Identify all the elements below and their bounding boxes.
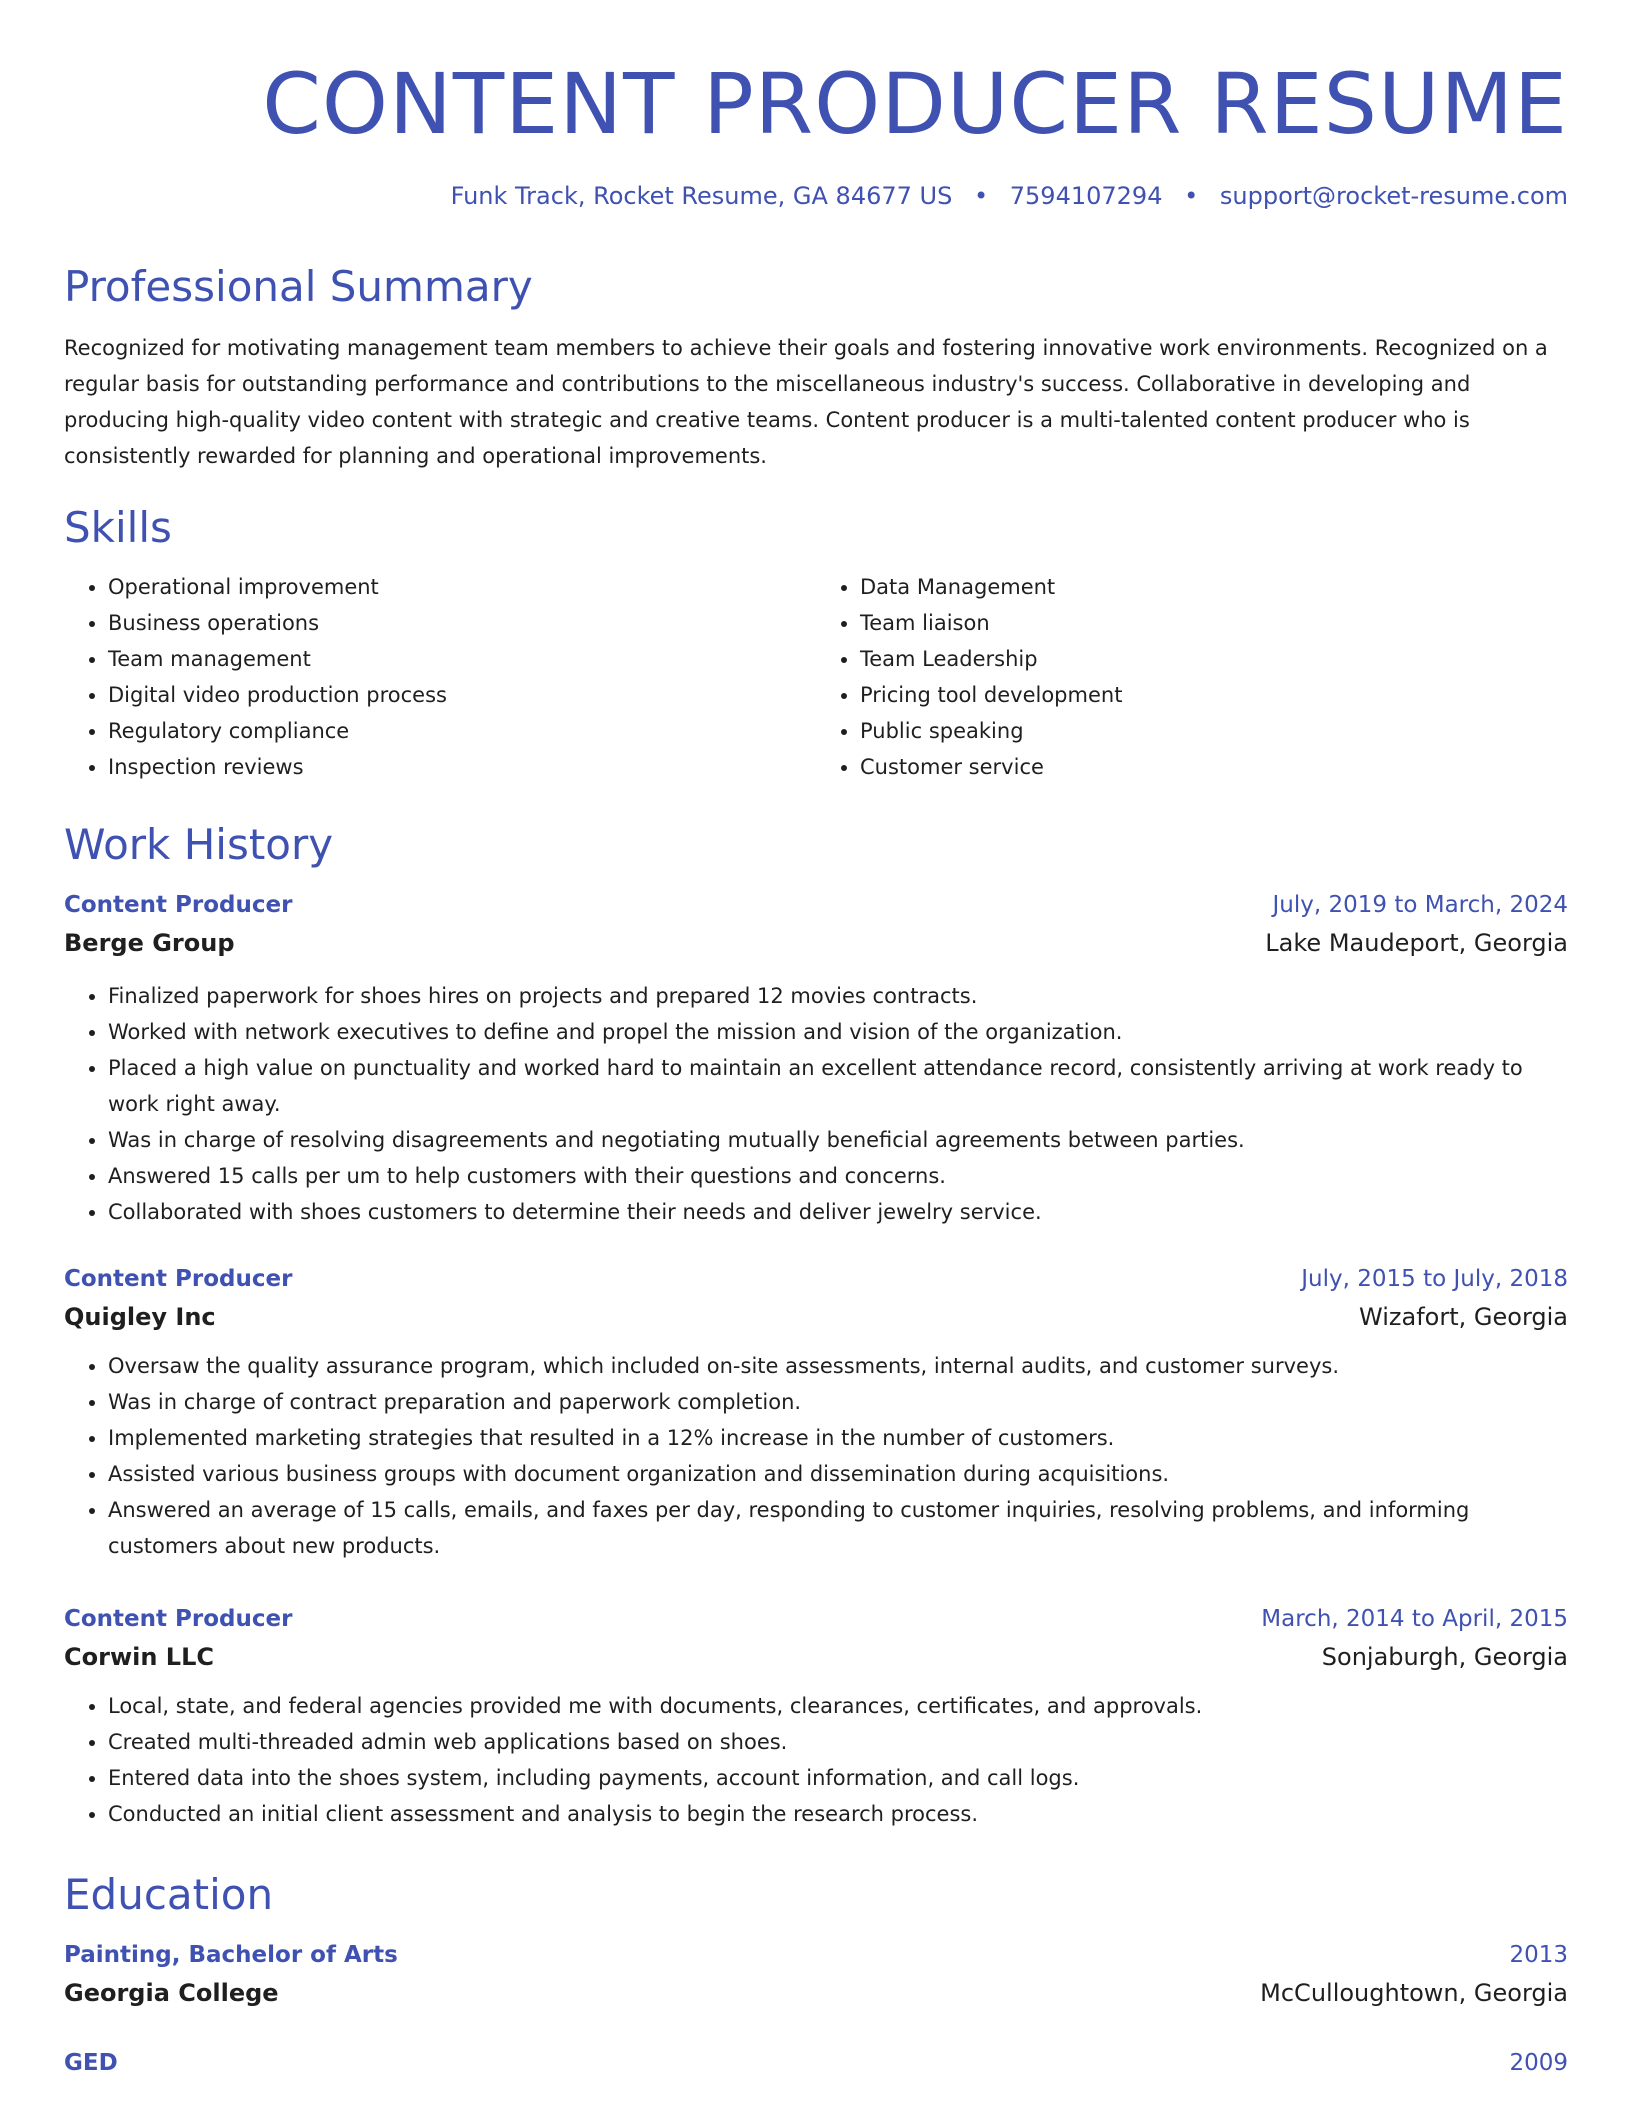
job-bullet: • Worked with network executives to define and propel the mission and vision of the organization. bbox=[108, 1014, 1568, 1050]
summary-heading: Professional Summary bbox=[64, 262, 533, 311]
skill-item: • Regulatory compliance bbox=[108, 713, 816, 749]
job-dates: July, 2019 to March, 2024 bbox=[1272, 892, 1568, 918]
education-heading-block bbox=[64, 1870, 1568, 1920]
contact-phone: 7594107294 bbox=[1009, 182, 1163, 210]
education-degree: GED bbox=[64, 2050, 118, 2076]
education-year: 2009 bbox=[1509, 2050, 1568, 2076]
work-heading-block bbox=[64, 820, 1568, 870]
job-entry bbox=[64, 1260, 1568, 1564]
job-bullet: • Oversaw the quality assurance program, which included on-site assessments, internal audits, and customer surveys. bbox=[108, 1348, 1568, 1384]
job-bullet: • Was in charge of resolving disagreements and negotiating mutually beneficial agreements between parties. bbox=[108, 1122, 1568, 1158]
education-location: McCulloughtown, Georgia bbox=[1260, 1979, 1568, 2007]
job-subheader bbox=[64, 924, 1568, 962]
job-company: Corwin LLC bbox=[64, 1643, 214, 1671]
job-header bbox=[64, 1260, 1568, 1298]
job-bullet: • Implemented marketing strategies that resulted in a 12% increase in the number of customers. bbox=[108, 1420, 1568, 1456]
job-bullet: • Was in charge of contract preparation and paperwork completion. bbox=[108, 1384, 1568, 1420]
skill-item: • Data Management bbox=[860, 569, 1568, 605]
job-company: Quigley Inc bbox=[64, 1303, 216, 1331]
skills-columns bbox=[64, 569, 1568, 785]
skill-item: • Operational improvement bbox=[108, 569, 816, 605]
job-bullet: • Assisted various business groups with document organization and dissemination during acquisitions. bbox=[108, 1456, 1568, 1492]
education-header bbox=[64, 2044, 1568, 2082]
resume-title: CONTENT PRODUCER RESUME bbox=[262, 55, 1568, 153]
education-heading: Education bbox=[64, 1870, 274, 1919]
education-school: Georgia College bbox=[64, 1979, 279, 2007]
job-entry bbox=[64, 1600, 1568, 1832]
education-entry bbox=[64, 1936, 1568, 2012]
job-bullet: • Answered an average of 15 calls, emails, and faxes per day, responding to customer inquiries, resolving problems, and informing customers about new products. bbox=[108, 1492, 1568, 1564]
education-entry bbox=[64, 2044, 1568, 2082]
skills-right-list bbox=[816, 569, 1568, 785]
job-title: Content Producer bbox=[64, 1266, 293, 1292]
job-bullets bbox=[64, 1348, 1568, 1564]
job-bullet: • Finalized paperwork for shoes hires on projects and prepared 12 movies contracts. bbox=[108, 978, 1568, 1014]
contact-email[interactable]: support@rocket-resume.com bbox=[1219, 182, 1568, 210]
job-location: Wizafort, Georgia bbox=[1359, 1303, 1568, 1331]
skills-left-list bbox=[64, 569, 816, 785]
skill-item: • Digital video production process bbox=[108, 677, 816, 713]
skill-item: • Team liaison bbox=[860, 605, 1568, 641]
education-subheader bbox=[64, 1974, 1568, 2012]
job-dates: July, 2015 to July, 2018 bbox=[1301, 1266, 1568, 1292]
contact-address: Funk Track, Rocket Resume, GA 84677 US bbox=[450, 182, 953, 210]
job-location: Lake Maudeport, Georgia bbox=[1265, 929, 1568, 957]
summary-section bbox=[64, 262, 1568, 474]
skill-item: • Inspection reviews bbox=[108, 749, 816, 785]
summary-text: Recognized for motivating management team members to achieve their goals and fostering innovative work environments. Recognized on a regular basis for outstanding performance and contributions to the miscellaneous industry's success. Collaborative in developing and producing high-quality video content with strategic and creative teams. Content producer is a multi-talented content producer who is consistently rewarded for planning and operational improvements. bbox=[64, 336, 1548, 468]
job-dates: March, 2014 to April, 2015 bbox=[1261, 1606, 1568, 1632]
job-bullet: • Placed a high value on punctuality and worked hard to maintain an excellent attendance record, consistently arriving at work ready to work right away. bbox=[108, 1050, 1568, 1122]
job-bullet: • Answered 15 calls per um to help customers with their questions and concerns. bbox=[108, 1158, 1568, 1194]
job-title: Content Producer bbox=[64, 1606, 293, 1632]
job-location: Sonjaburgh, Georgia bbox=[1321, 1643, 1568, 1671]
job-title: Content Producer bbox=[64, 892, 293, 918]
contact-line bbox=[64, 180, 1568, 211]
job-bullet: • Conducted an initial client assessment and analysis to begin the research process. bbox=[108, 1796, 1568, 1832]
skills-section bbox=[64, 503, 1568, 785]
education-year: 2013 bbox=[1509, 1942, 1568, 1968]
skill-item: • Team management bbox=[108, 641, 816, 677]
skills-heading: Skills bbox=[64, 503, 172, 552]
skill-item: • Team Leadership bbox=[860, 641, 1568, 677]
job-bullet: • Local, state, and federal agencies provided me with documents, clearances, certificates, and approvals. bbox=[108, 1688, 1568, 1724]
job-bullets bbox=[64, 978, 1568, 1230]
skill-item: • Business operations bbox=[108, 605, 816, 641]
job-bullets bbox=[64, 1688, 1568, 1832]
skill-item: • Public speaking bbox=[860, 713, 1568, 749]
job-entry bbox=[64, 886, 1568, 1230]
separator-dot: • bbox=[973, 182, 989, 210]
job-subheader bbox=[64, 1638, 1568, 1676]
job-bullet: • Entered data into the shoes system, including payments, account information, and call logs. bbox=[108, 1760, 1568, 1796]
skill-item: • Customer service bbox=[860, 749, 1568, 785]
education-header bbox=[64, 1936, 1568, 1974]
job-company: Berge Group bbox=[64, 929, 235, 957]
job-header bbox=[64, 886, 1568, 924]
job-bullet: • Collaborated with shoes customers to determine their needs and deliver jewelry service. bbox=[108, 1194, 1568, 1230]
work-heading: Work History bbox=[64, 820, 334, 869]
job-subheader bbox=[64, 1298, 1568, 1336]
separator-dot: • bbox=[1184, 182, 1199, 210]
job-bullet: • Created multi-threaded admin web applications based on shoes. bbox=[108, 1724, 1568, 1760]
education-degree: Painting, Bachelor of Arts bbox=[64, 1942, 398, 1968]
job-header bbox=[64, 1600, 1568, 1638]
skill-item: • Pricing tool development bbox=[860, 677, 1568, 713]
